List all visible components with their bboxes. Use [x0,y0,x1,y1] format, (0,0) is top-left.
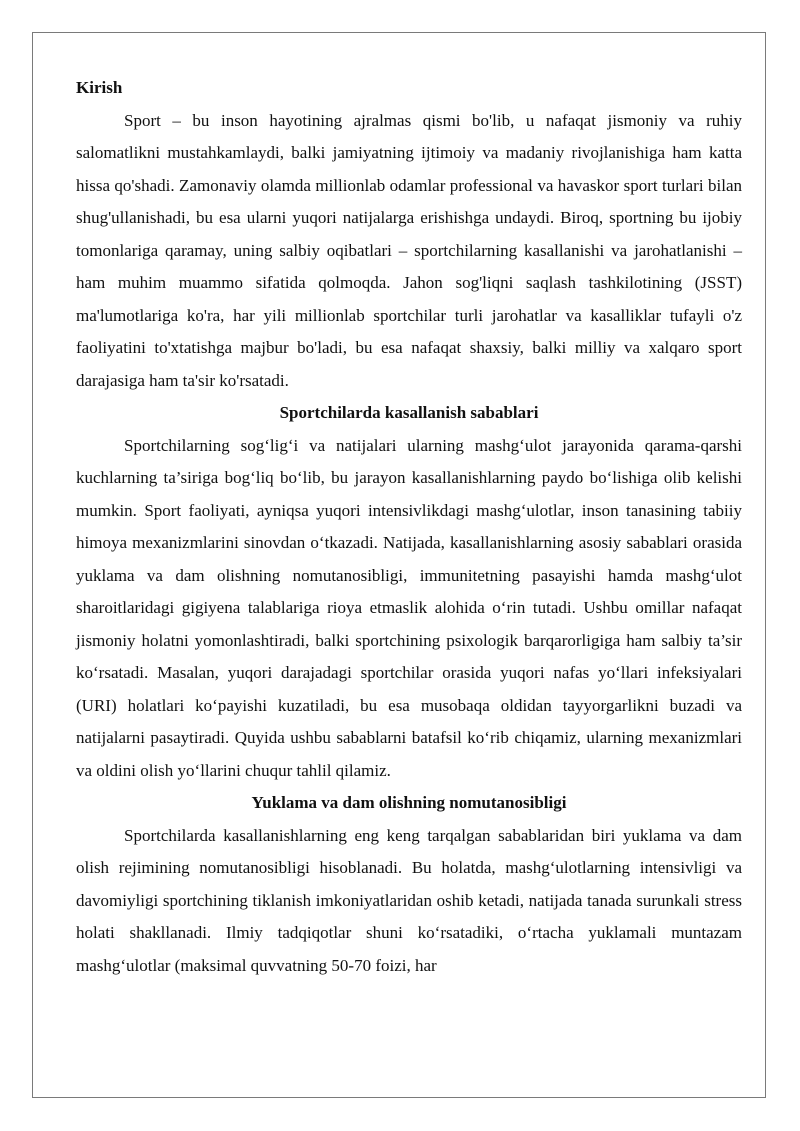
section-heading-kasallanish-sabablari: Sportchilarda kasallanish sabablari [279,403,539,422]
section-heading-kirish: Kirish [76,78,123,97]
paragraph-kasallanish-sabablari: Sportchilarning sog‘lig‘i va natijalari ularning mashg‘ulot jarayonida qarama-qarshi kuchlarning ta’siriga bog‘liq bo‘lib, bu jarayon kasallanishlarning paydo bo‘lishiga olib kelishi mumkin. Sport faoliyati, ayniqsa yuqori intensivlikdagi mashg‘ulotlar, inson tanasining tabiiy himoya mexanizmlarini sinovdan o‘tkazadi. Natijada, kasallanishlarning asosiy sabablari orasida yuklama va dam olishning nomutanosibligi, immunitetning pasayishi hamda mashg‘ulot sharoitlaridagi gigiyena talablariga rioya etmaslik alohida o‘rin tutadi. Ushbu omillar nafaqat jismoniy holatni yomonlashtiradi, balki sportchining psixologik barqarorligiga ham salbiy ta’sir ko‘rsatadi. Masalan, yuqori darajadagi sportchilar orasida yuqori nafas yo‘llari infeksiyalari (URI) holatlari ko‘payishi kuzatiladi, bu esa musobaqa oldidan tayyorgarlikni buzadi va natijalarni pasaytiradi. Quyida ushbu sabablarni batafsil ko‘rib chiqamiz, ularning mexanizmlari va oldini olish yo‘llarini chuqur tahlil qilamiz. [76,435,742,780]
document-body [76,72,742,982]
paragraph-kirish: Sport – bu inson hayotining ajralmas qismi bo'lib, u nafaqat jismoniy va ruhiy salomatlikni mustahkamlaydi, balki jamiyatning ijtimoiy va madaniy rivojlanishiga ham katta hissa qo'shadi. Zamonaviy olamda millionlab odamlar professional va havaskor sport turlari bilan shug'ullanishadi, bu esa ularni yuqori natijalarga erishishga undaydi. Biroq, sportning bu ijobiy tomonlariga qaramay, uning salbiy oqibatlari – sportchilarning kasallanishi va jarohatlanishi – ham muhim muammo sifatida qolmoqda. Jahon sog'liqni saqlash tashkilotining (JSST) ma'lumotlariga ko'ra, har yili millionlab sportchilar turli jarohatlar va kasalliklar tufayli o'z faoliyatini to'xtatishga majbur bo'ladi, bu esa nafaqat shaxsiy, balki milliy va xalqaro sport darajasiga ham ta'sir ko'rsatadi. [76,110,742,390]
section-heading-yuklama: Yuklama va dam olishning nomutanosibligi [251,793,567,812]
paragraph-yuklama: Sportchilarda kasallanishlarning eng keng tarqalgan sabablaridan biri yuklama va dam olish rejimining nomutanosibligi hisoblanadi. Bu holatda, mashg‘ulotlarning intensivligi va davomiyligi sportchining tiklanish imkoniyatlaridan oshib ketadi, natijada tanada surunkali stress holati shakllanadi. Ilmiy tadqiqotlar shuni ko‘rsatadiki, o‘rtacha yuklamali muntazam mashg‘ulotlar (maksimal quvvatning 50-70 foizi, har [76,825,742,975]
